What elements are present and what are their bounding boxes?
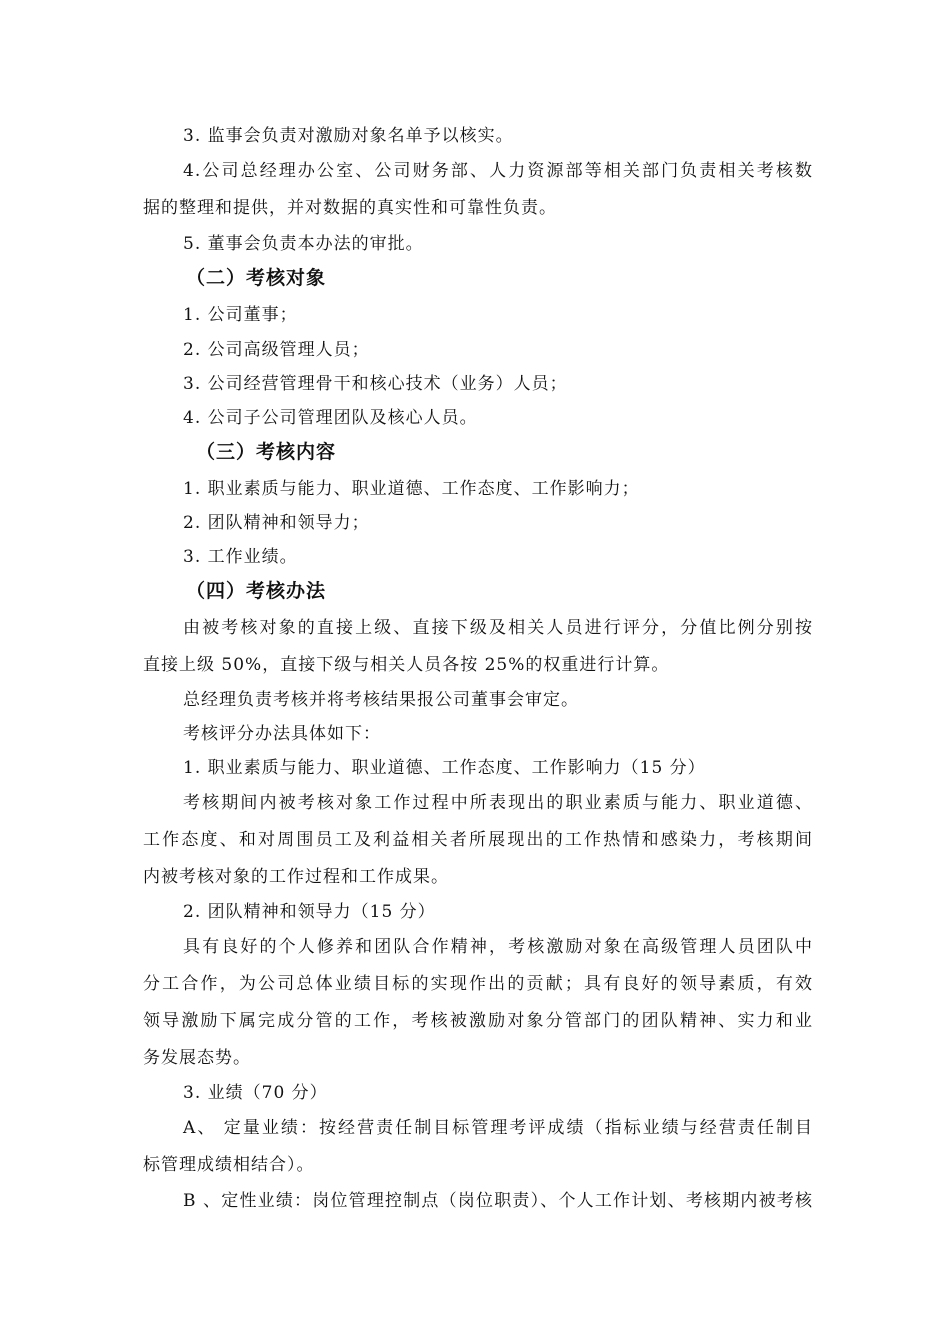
paragraph-scoring-line2: 直接上级 50%，直接下级与相关人员各按 25%的权重进行计算。: [143, 655, 670, 675]
paragraph-scoring-line1: 由被考核对象的直接上级、直接下级及相关人员进行评分，分值比例分别按: [183, 618, 813, 638]
paragraph-supervisory-board: 3. 监事会负责对激励对象名单予以核实。: [183, 126, 514, 146]
paragraph-board-approval: 5. 董事会负责本办法的审批。: [183, 234, 424, 254]
subheading-team-15: 2. 团队精神和领导力（15 分）: [183, 902, 436, 922]
paragraph-general-manager: 总经理负责考核并将考核结果报公司董事会审定。: [183, 690, 579, 710]
list-item-senior-management: 2. 公司高级管理人员；: [183, 340, 370, 360]
paragraph-team-line1: 具有良好的个人修养和团队合作精神，考核激励对象在高级管理人员团队中: [183, 937, 813, 957]
list-item-subsidiary-team: 4. 公司子公司管理团队及核心人员。: [183, 408, 478, 428]
paragraph-departments-line1: 4.公司总经理办公室、公司财务部、人力资源部等相关部门负责相关考核数: [183, 161, 813, 181]
paragraph-quantitative-line2: 标管理成绩相结合）。: [143, 1155, 315, 1175]
section-heading-assessment-method: （四）考核办法: [186, 580, 327, 602]
paragraph-quality-line2: 工作态度、和对周围员工及利益相关者所展现出的工作热情和感染力，考核期间: [143, 830, 813, 850]
paragraph-departments-line2: 据的整理和提供，并对数据的真实性和可靠性负责。: [143, 198, 557, 218]
paragraph-team-line2: 分工合作，为公司总体业绩目标的实现作出的贡献；具有良好的领导素质，有效: [143, 974, 813, 994]
paragraph-quality-line3: 内被考核对象的工作过程和工作成果。: [143, 867, 449, 887]
paragraph-qualitative-line1: B 、定性业绩：岗位管理控制点（岗位职责）、个人工作计划、考核期内被考核: [183, 1191, 813, 1211]
paragraph-scoring-details-intro: 考核评分办法具体如下：: [183, 724, 381, 744]
section-heading-assessment-content: （三）考核内容: [196, 441, 337, 463]
list-item-team-leadership: 2. 团队精神和领导力；: [183, 513, 370, 533]
section-heading-assessment-targets: （二）考核对象: [186, 267, 327, 289]
paragraph-team-line4: 务发展态势。: [143, 1048, 251, 1068]
subheading-performance-70: 3. 业绩（70 分）: [183, 1083, 328, 1103]
list-item-performance: 3. 工作业绩。: [183, 547, 298, 567]
list-item-directors: 1. 公司董事；: [183, 305, 298, 325]
subheading-quality-15: 1. 职业素质与能力、职业道德、工作态度、工作影响力（15 分）: [183, 758, 706, 778]
list-item-key-staff: 3. 公司经营管理骨干和核心技术（业务）人员；: [183, 374, 568, 394]
paragraph-team-line3: 领导激励下属完成分管的工作，考核被激励对象分管部门的团队精神、实力和业: [143, 1011, 813, 1031]
paragraph-quality-line1: 考核期间内被考核对象工作过程中所表现出的职业素质与能力、职业道德、: [183, 793, 813, 813]
paragraph-quantitative-line1: A、 定量业绩：按经营责任制目标管理考评成绩（指标业绩与经营责任制目: [183, 1118, 813, 1138]
list-item-quality-ability: 1. 职业素质与能力、职业道德、工作态度、工作影响力；: [183, 479, 640, 499]
